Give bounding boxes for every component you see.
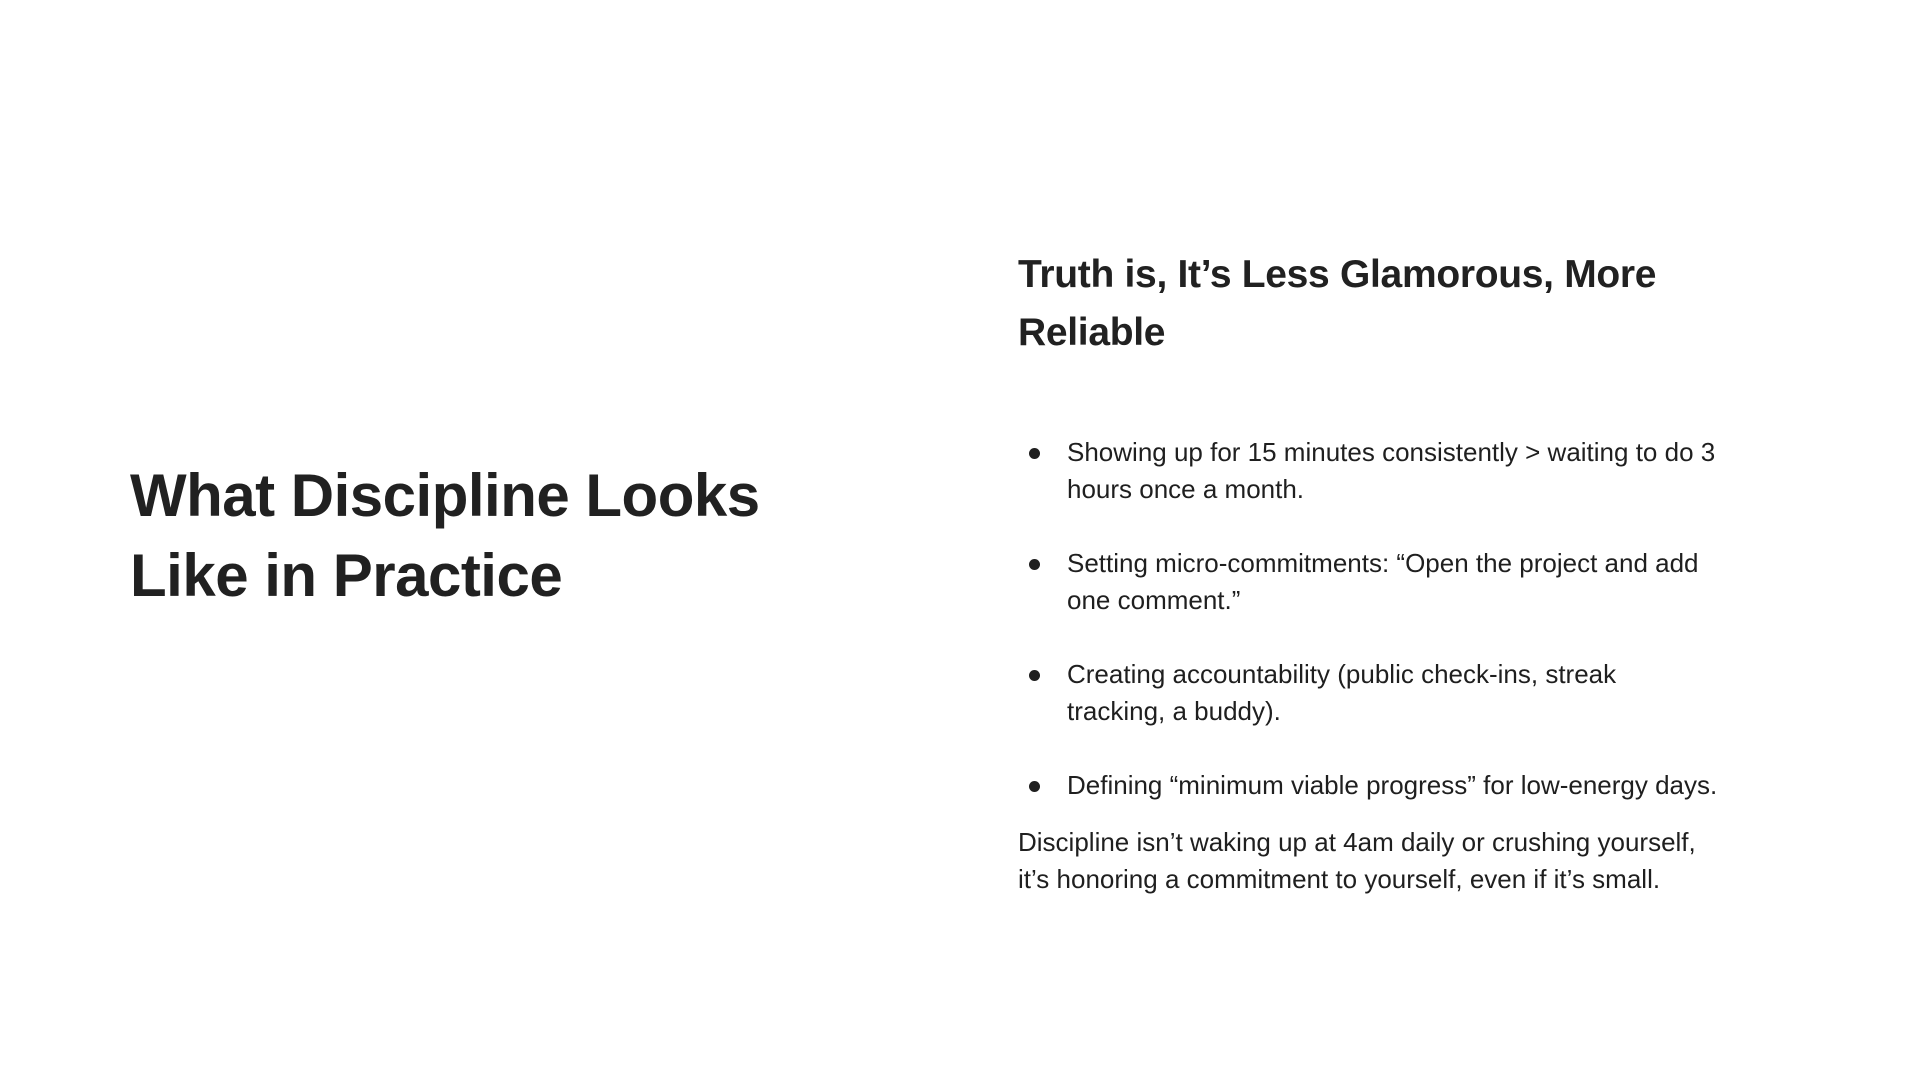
slide-subtitle: Truth is, It’s Less Glamorous, More Reliable [1018,253,1657,354]
bullet-dot-icon [1029,559,1040,570]
content-column [1018,246,1718,898]
slide-title: What Discipline Looks Like in Practice [130,462,760,609]
bullet-dot-icon [1029,448,1040,459]
bullet-item [1018,545,1718,619]
bullet-list [1018,434,1718,804]
bullet-text: Defining “minimum viable progress” for low-energy days. [1067,770,1718,800]
bullet-text: Setting micro-commitments: “Open the project and add one comment.” [1067,548,1699,615]
bullet-dot-icon [1029,670,1040,681]
bullet-item [1018,434,1718,508]
bullet-item [1018,656,1718,730]
bullet-text: Showing up for 15 minutes consistently > waiting to do 3 hours once a month. [1067,437,1716,504]
bullet-dot-icon [1029,781,1040,792]
closing-paragraph: Discipline isn’t waking up at 4am daily or crushing yourself, it’s honoring a commitment to yourself, even if it’s small. [1018,827,1696,894]
bullet-text: Creating accountability (public check-ins, streak tracking, a buddy). [1067,659,1617,726]
bullet-item [1018,767,1718,804]
